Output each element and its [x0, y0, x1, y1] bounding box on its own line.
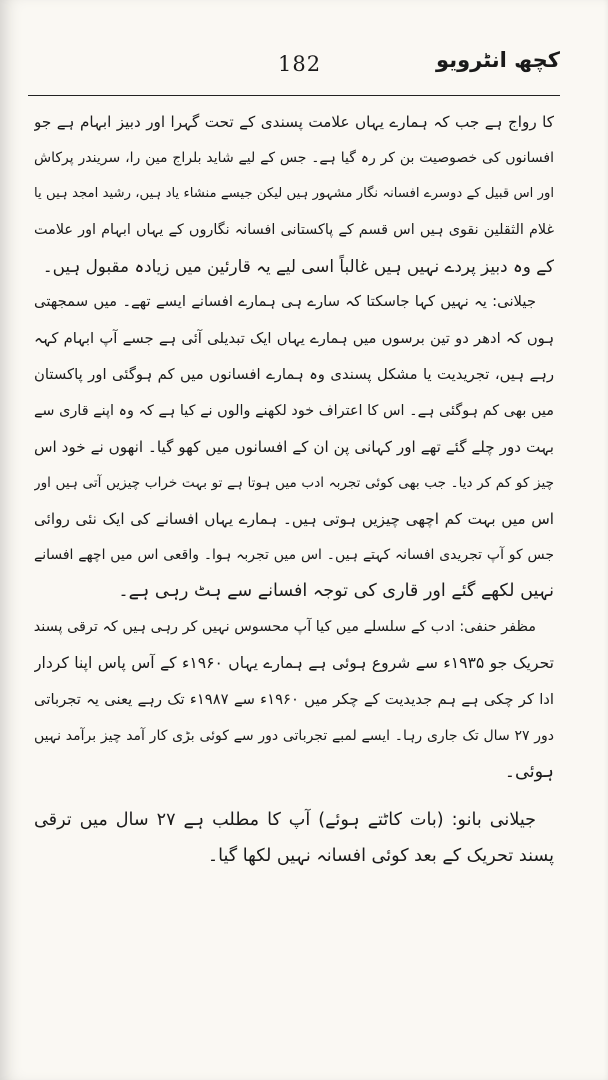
text-line: میں بھی کم ہوگئی ہے۔ اس کا اعتراف خود لکھنے والوں نے کیا ہے کہ وہ اپنے قاری سے — [34, 402, 554, 419]
text-line: ادا کر چکی ہے ہم جدیدیت کے چکر میں ۱۹۶۰ء سے ۱۹۸۷ء تک رہے یعنی یہ تجرباتی — [34, 690, 554, 708]
running-title: کچھ انٹرویو — [436, 48, 560, 72]
page-body — [34, 104, 554, 874]
text-line: دور ۲۷ سال تک جاری رہا۔ ایسے لمبے تجرباتی دور سے کوئی بڑی کار آمد چیز برآمد نہیں — [34, 727, 554, 744]
text-line: ہوں کہ ادھر دو تین برسوں میں ہمارے یہاں ایک تبدیلی آئی ہے جسے آپ ابہام کہہ — [34, 329, 554, 347]
text-line: تحریک جو ۱۹۳۵ء سے شروع ہوئی ہے ہمارے یہاں ۱۹۶۰ء کے آس پاس اپنا کردار — [34, 654, 554, 673]
page-number: 182 — [278, 52, 322, 76]
paragraph-2 — [34, 284, 554, 609]
page-header — [38, 48, 560, 96]
text-line: رہے ہیں، تجریدیت یا مشکل پسندی وہ ہمارے افسانوں میں کم ہوگئی اور پاکستان — [34, 365, 554, 383]
text-line: مظفر حنفی: ادب کے سلسلے میں کیا آپ محسوس نہیں کر رہی ہیں کہ ترقی پسند — [34, 619, 536, 636]
text-line: افسانوں کی خصوصیت بن کر رہ گیا ہے۔ جس کے لیے شاید بلراج مین را، سریندر پرکاش — [34, 150, 554, 167]
text-line: جیلانی: یہ نہیں کہا جاسکتا کہ سارے ہی ہمارے افسانے ایسے تھے۔ میں سمجھتی — [34, 293, 536, 311]
text-line: اور اس قبیل کے دوسرے افسانہ نگار مشہور ہیں لیکن جیسے منشاء یاد ہیں، رشید امجد ہیں یا — [34, 186, 554, 202]
header-rule — [28, 95, 560, 96]
text-line: بہت دور چلے گئے تھے اور کہانی پن ان کے افسانوں میں کھو گیا۔ انھوں نے خود اس — [34, 437, 554, 456]
text-line: اس میں بہت کم اچھی چیزیں ہوتی ہیں۔ ہمارے یہاں افسانے کی ایک نئی روائی — [34, 510, 554, 529]
paragraph-4 — [34, 802, 554, 874]
text-line: جس کو آپ تجریدی افسانہ کہتے ہیں۔ اس میں تجربہ ہوا۔ واقعی اس میں اچھے افسانے — [34, 547, 554, 564]
paragraph-3 — [34, 609, 554, 789]
paragraph-gap — [34, 790, 554, 802]
text-line: ہوئی۔ — [504, 761, 554, 782]
paragraph-1 — [34, 104, 554, 284]
text-line: جیلانی بانو: (بات کاٹتے ہوئے) آپ کا مطلب ہے ۲۷ سال میں ترقی — [34, 809, 537, 830]
text-line: پسند تحریک کے بعد کوئی افسانہ نہیں لکھا گیا۔ — [207, 845, 554, 866]
text-line: کے وہ دبیز پردے نہیں ہیں غالباً اسی لیے یہ قارئین میں زیادہ مقبول ہیں۔ — [42, 256, 554, 277]
text-line: نہیں لکھے گئے اور قاری کی توجہ افسانے سے ہٹ رہی ہے۔ — [118, 581, 554, 602]
text-line: غلام الثقلین نقوی ہیں اس قسم کے پاکستانی افسانہ نگاروں کے یہاں ابہام اور علامت — [34, 222, 554, 239]
text-line: کا رواج ہے جب کہ ہمارے یہاں علامت پسندی کے تحت گہرا اور دبیز ابہام ہے جو — [34, 113, 554, 131]
text-line: چیز کو کم کر دیا۔ جب بھی کوئی تجربہ ادب میں ہوتا ہے تو بہت خراب چیزیں آتی ہیں اور — [34, 474, 554, 491]
